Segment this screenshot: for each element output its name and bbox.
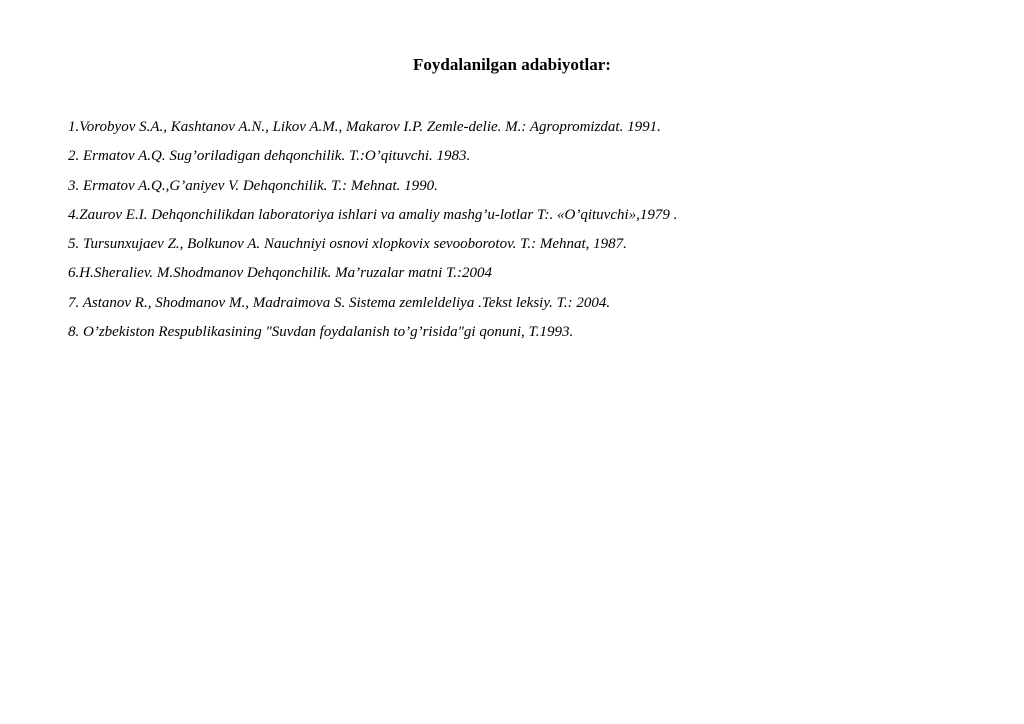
reference-item: 8. O’zbekiston Respublikasining "Suvdan foydalanish to’g’risida"gi qonuni, T.1993.: [68, 324, 574, 341]
reference-item: 7. Astanov R., Shodmanov M., Madraimova S. Sistema zemleldeliya .Tekst leksiy. T.: 2004.: [68, 294, 611, 311]
reference-list: [68, 116, 968, 350]
reference-item: 6.H.Sheraliev. M.Shodmanov Dehqonchilik. Ma’ruzalar matni T.:2004: [68, 265, 492, 282]
page-title: Foydalanilgan adabiyotlar:: [413, 55, 611, 74]
reference-item: 5. Tursunxujaev Z., Bolkunov A. Nauchniyi osnovi xlopkovix sevooborotov. T.: Mehnat, 1987.: [68, 236, 627, 253]
reference-item: 2. Ermatov A.Q. Sug’oriladigan dehqonchilik. T.:O’qituvchi. 1983.: [68, 148, 471, 165]
reference-item: 3. Ermatov A.Q.,G’aniyev V. Dehqonchilik. T.: Mehnat. 1990.: [68, 177, 438, 194]
reference-item: 4.Zaurov E.I. Dehqonchilikdan laboratoriya ishlari va amaliy mashg’u-lotlar T:. «O’qituvchi»,1979 .: [68, 206, 678, 223]
reference-item: 1.Vorobyov S.A., Kashtanov A.N., Likov A.M., Makarov I.P. Zemle-delie. M.: Agropromizdat. 1991.: [68, 119, 661, 135]
